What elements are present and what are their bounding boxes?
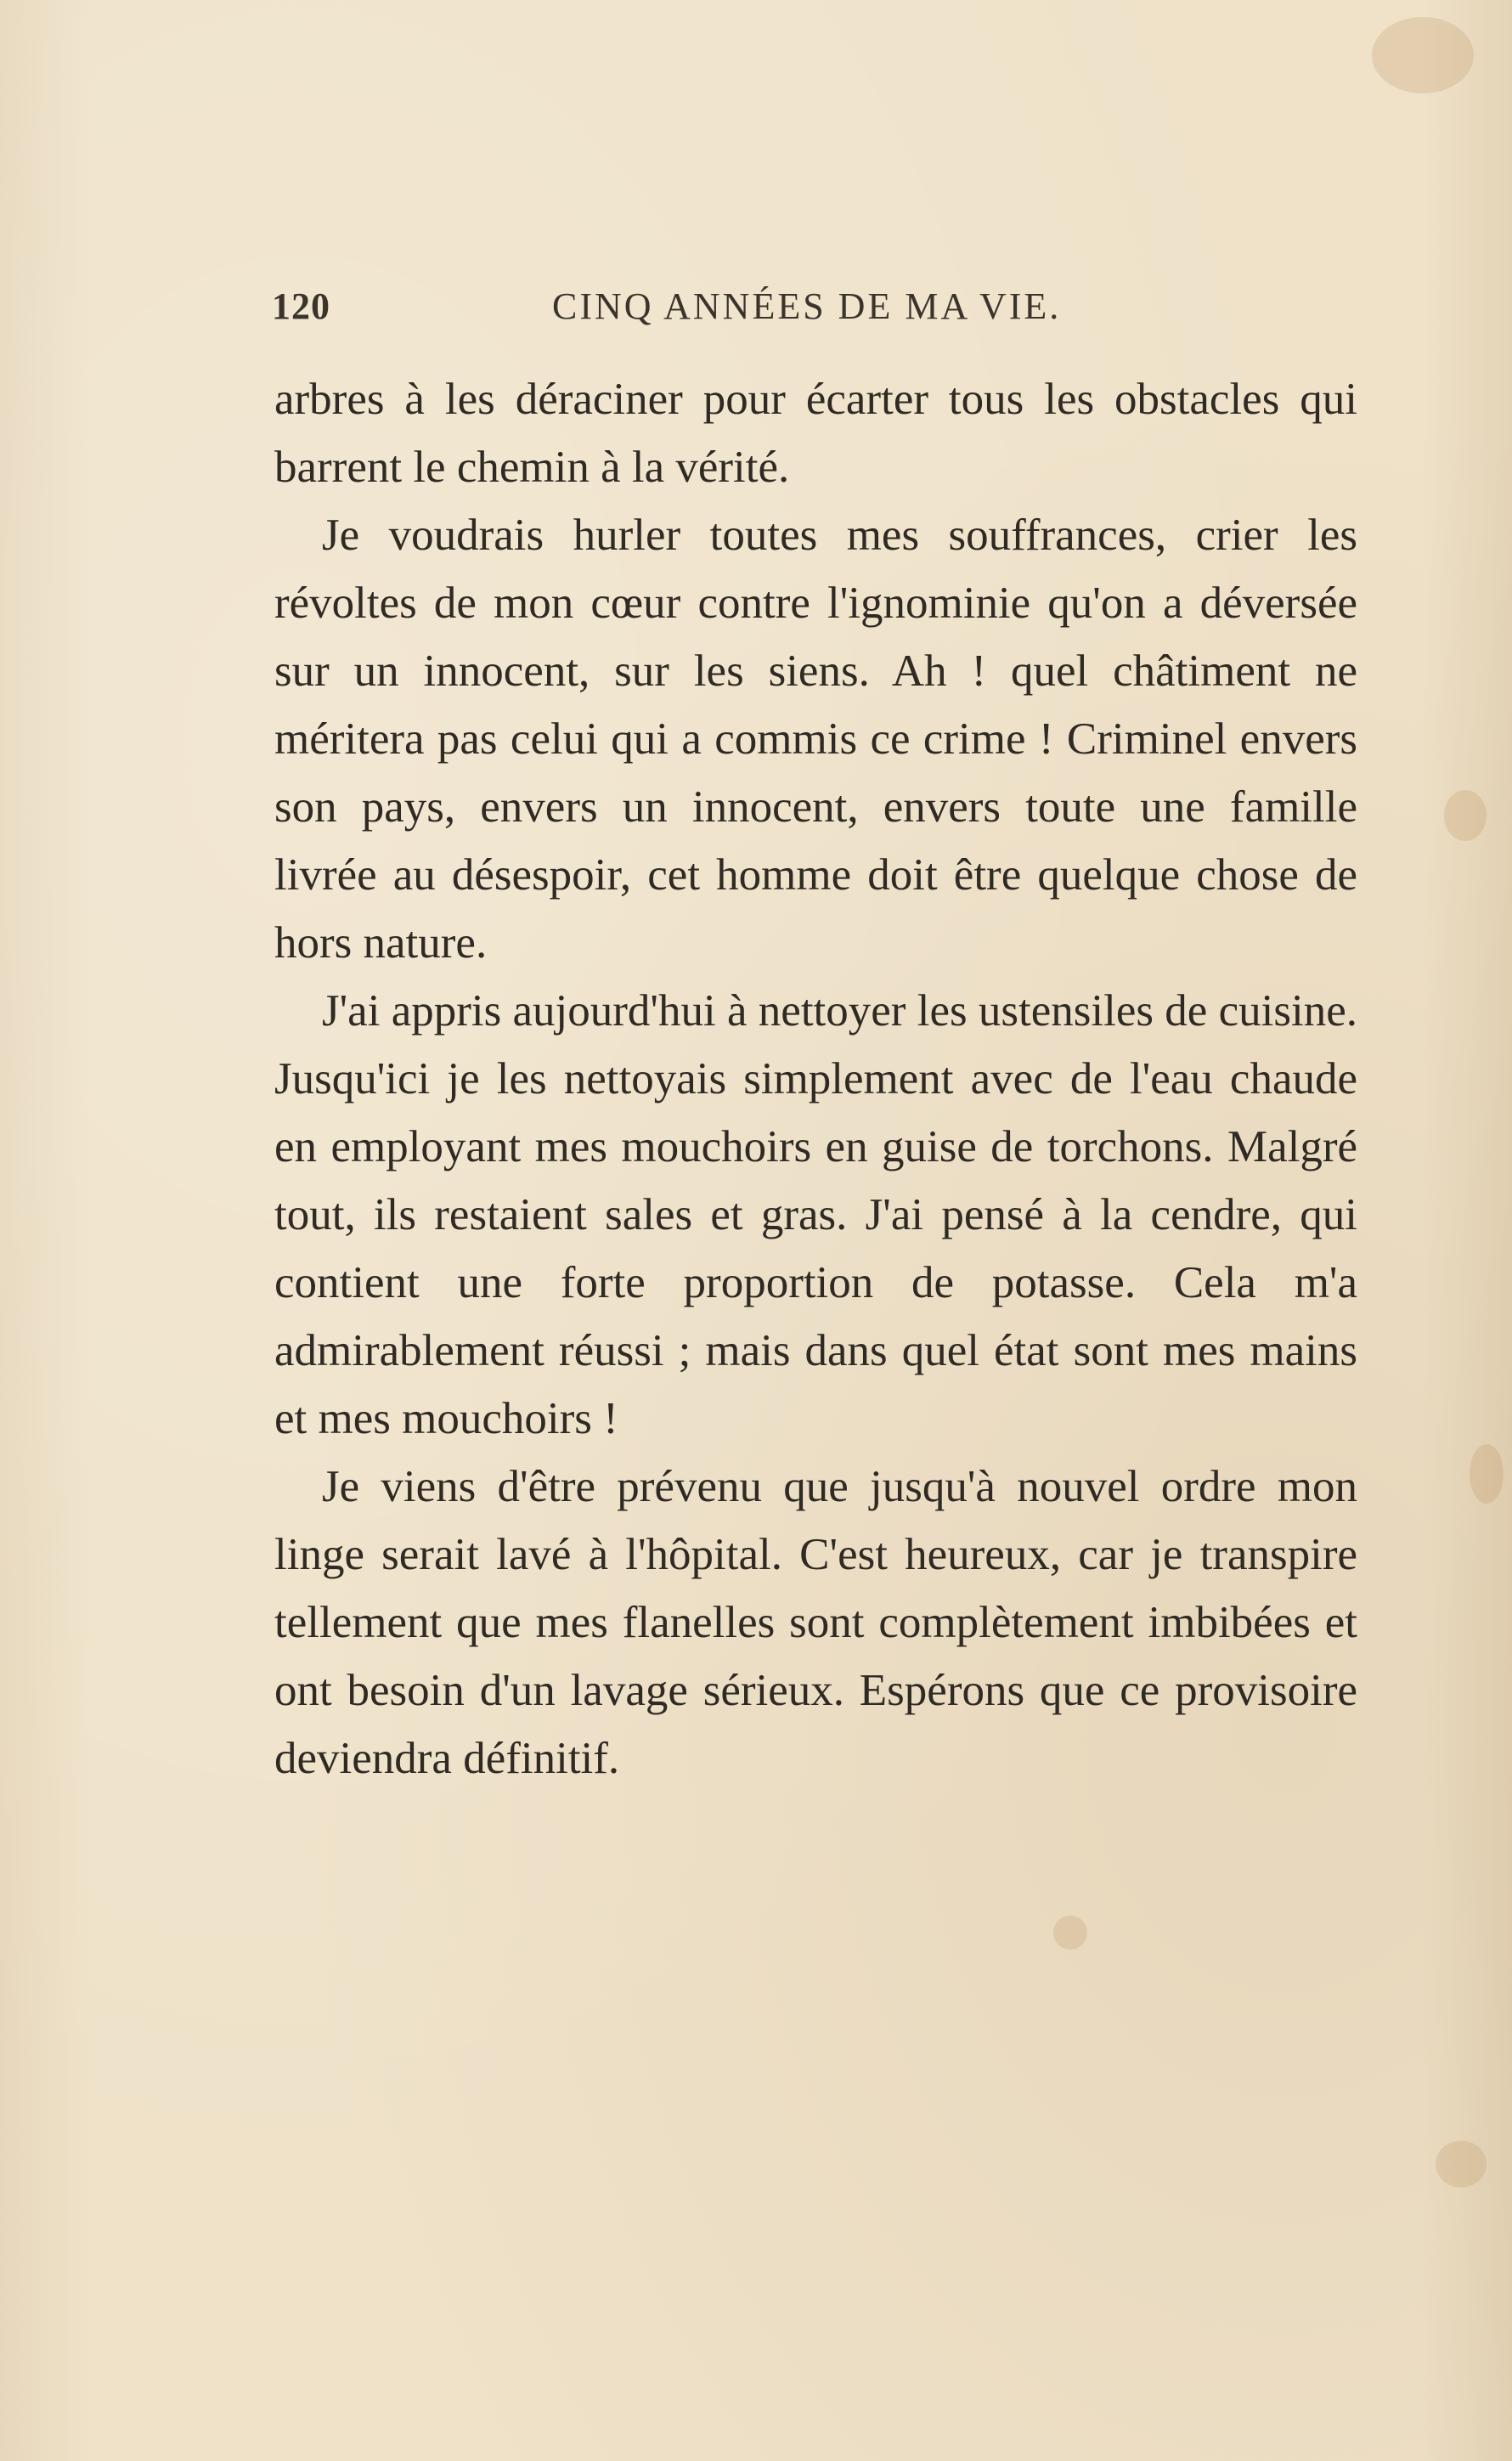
paragraph: Je viens d'être prévenu que jusqu'à nouvel ordre mon linge serait lavé à l'hôpital. C'est heureux, car je transpire tellement que mes flanelles sont complètement imbibées et ont besoin d'un lavage sérieux. Espérons que ce provisoire deviendra définitif. — [274, 1462, 1357, 1783]
running-header — [272, 285, 1359, 336]
body-text — [274, 365, 1357, 1792]
page-number: 120 — [272, 285, 330, 327]
paper-stain — [1372, 17, 1474, 93]
paragraph: arbres à les déraciner pour écarter tous les obstacles qui barrent le chemin à la vérité. — [274, 375, 1357, 492]
paper-stain — [1436, 2141, 1487, 2187]
running-title: CINQ ANNÉES DE MA VIE. — [552, 285, 1062, 327]
paper-stain — [1053, 1916, 1087, 1950]
paragraph: J'ai appris aujourd'hui à nettoyer les ustensiles de cuisine. Jusqu'ici je les nettoyais simplement avec de l'eau chaude en employant mes mouchoirs en guise de torchons. Malgré tout, ils restaient sales et gras. J'ai pensé à la cendre, qui contient une forte proportion de potasse. Cela m'a admirablement réussi ; mais dans quel état sont mes mains et mes mouchoirs ! — [274, 986, 1357, 1443]
paper-stain — [1470, 1444, 1504, 1504]
paper-stain — [1444, 790, 1487, 841]
paragraph: Je voudrais hurler toutes mes souffrances, crier les révoltes de mon cœur contre l'ignominie qu'on a déversée sur un innocent, sur les siens. Ah ! quel châtiment ne méritera pas celui qui a commis ce crime ! Criminel envers son pays, envers un innocent, envers toute une famille livrée au désespoir, cet homme doit être quelque chose de hors nature. — [274, 511, 1357, 968]
